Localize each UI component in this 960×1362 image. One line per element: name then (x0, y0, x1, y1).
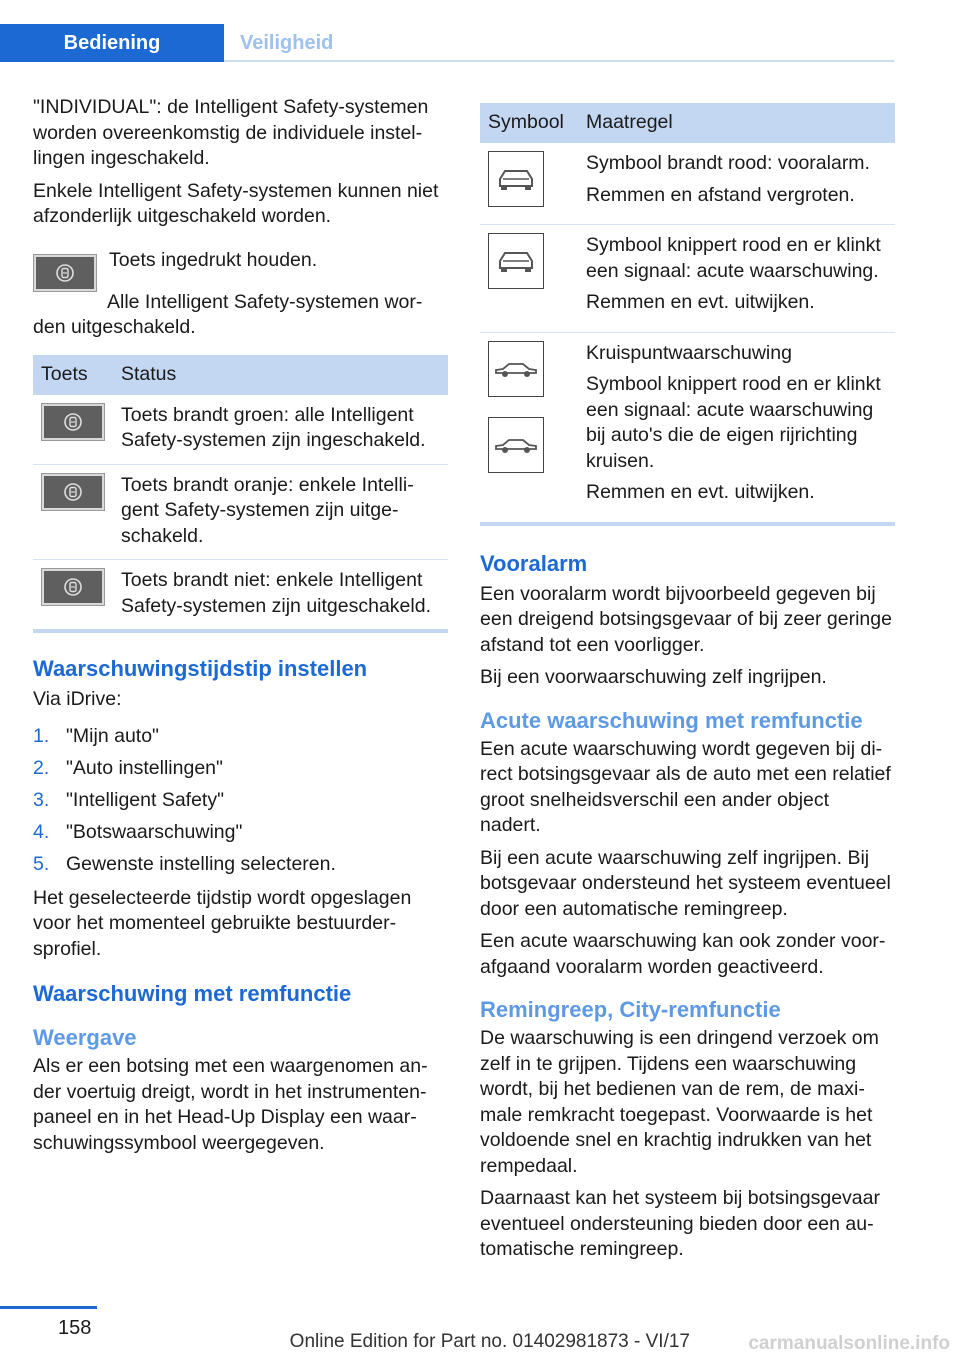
edition-text: Online Edition for Part no. 01402981873 - VI/17 (289, 1331, 690, 1352)
status-cell: Toets brandt niet: enkele Intelligent Safety-systemen zijn uitgeschakeld. (113, 560, 448, 632)
acute-paragraph-2: Bij een acute waarschuwing zelf ingrijpen. Bij botsgevaar ondersteund het systeem eventueel door een automatische remingreep. (480, 846, 891, 920)
list-item: 5. Gewenste instelling selecteren. (33, 852, 336, 875)
table-row (480, 225, 895, 333)
symbol-table (480, 103, 895, 526)
status-cell: Toets brandt oranje: enkele Intelligent Safety-systemen zijn uitgeschakeld. (113, 464, 448, 560)
car-front-warning-icon (488, 151, 544, 207)
measure-text: Kruispuntwaarschuwing (586, 341, 792, 364)
watermark: carmanualsonline.info (748, 1333, 950, 1354)
section-heading-warning-time: Waarschuwingstijdstip instellen (33, 656, 368, 681)
page-number: 158 (58, 1317, 92, 1339)
table-header-symbool: Symbool (480, 103, 578, 143)
table-header-maatregel: Maatregel (578, 103, 895, 143)
table-row (480, 143, 895, 225)
measure-text: Symbool knippert rood en er klinkt een signaal: acute waarschuwing. (586, 234, 881, 282)
table-row (33, 395, 448, 465)
via-idrive-text: Via iDrive: (33, 688, 122, 710)
intelligent-safety-button-icon (33, 254, 97, 292)
list-item: 1. "Mijn auto" (33, 724, 159, 747)
display-paragraph: Als er een botsing met een waargenomen ander voertuig dreigt, wordt in het instrumentenpaneel en in het Head-Up Display een waarschuwingssymbool weergegeven. (33, 1055, 428, 1154)
brake-paragraph: De waarschuwing is een dringend verzoek om zelf in te grijpen. Tijdens een waarschuwing wordt, bij het bedienen van de rem, de maximale remkracht toegepast. Voorwaarde is het voldoende snel en krachtig indrukken van het rempedaal. (480, 1027, 879, 1177)
steps-list (33, 720, 448, 880)
header-divider (224, 60, 894, 62)
car-side-crossing-icon (488, 341, 544, 397)
measure-text: Remmen en evt. uitwijken. (586, 291, 815, 313)
list-item: 4. "Botswaarschuwing" (33, 820, 243, 843)
safety-button-off-icon (41, 568, 105, 606)
subheading-acute-warning: Acute waarschuwing met remfunctie (480, 707, 863, 733)
footer-divider (0, 1306, 97, 1309)
car-front-acute-warning-icon (488, 233, 544, 289)
page-header (0, 0, 960, 62)
measure-text: Remmen en evt. uitwijken. (586, 481, 815, 503)
tab-bediening[interactable]: Bediening (0, 24, 224, 62)
subheading-brake-intervention: Remingreep, City-remfunctie (480, 997, 781, 1022)
section-heading-vooralarm: Vooralarm (480, 550, 588, 576)
list-item: 2. "Auto instellingen" (33, 756, 223, 779)
list-item: 3. "Intelligent Safety" (33, 788, 225, 811)
key-instruction (33, 248, 448, 292)
table-row (480, 332, 895, 524)
vooralarm-paragraph-2: Bij een voorwaarschuwing zelf ingrijpen. (480, 666, 827, 688)
left-column (33, 95, 448, 1163)
safety-button-green-icon (41, 403, 105, 441)
status-cell: Toets brandt groen: alle Intelligent Safety-systemen zijn ingeschakeld. (113, 395, 448, 465)
table-row (33, 560, 448, 632)
safety-button-orange-icon (41, 473, 105, 511)
subheading-display: Weergave (33, 1025, 137, 1050)
intro-paragraph: "INDIVIDUAL": de Intelligent Safety-systemen worden overeenkomstig de individuele instellingen ingeschakeld. (33, 96, 429, 169)
table-header-status: Status (113, 355, 448, 395)
measure-text: Symbool brandt rood: vooralarm. (586, 152, 870, 174)
tab-veiligheid[interactable]: Veiligheid (240, 31, 334, 54)
brake-paragraph-2: Daarnaast kan het systeem bij botsingsgevaar eventueel ondersteuning bieden door een automatische remingreep. (480, 1187, 880, 1260)
intro-paragraph-2: Enkele Intelligent Safety-systemen kunnen niet afzonderlijk uitgeschakeld worden. (33, 179, 439, 227)
saved-text: Het geselecteerde tijdstip wordt opgeslagen voor het momenteel gebruikte bestuurdersprofiel. (33, 886, 412, 960)
key-result-text: Alle Intelligent Safety-systemen worden uitgeschakeld. (33, 290, 423, 338)
acute-paragraph: Een acute waarschuwing wordt gegeven bij direct botsingsgevaar als de auto met een relatief groot snelheidsverschil een ander object nadert. (480, 737, 891, 836)
car-side-crossing-alt-icon (488, 417, 544, 473)
measure-text: Remmen en afstand vergroten. (586, 183, 855, 206)
key-hold-text: Toets ingedrukt houden. (109, 248, 318, 271)
section-heading-warning-brake: Waarschuwing met remfunctie (33, 981, 352, 1006)
acute-paragraph-3: Een acute waarschuwing kan ook zonder voorafgaand vooralarm worden geactiveerd. (480, 930, 886, 978)
table-row (33, 464, 448, 560)
vooralarm-paragraph: Een vooralarm wordt bijvoorbeeld gegeven bij een dreigend botsingsgevaar of bij zeer geringe afstand tot een voorligger. (480, 582, 892, 656)
status-table (33, 355, 448, 634)
right-column (480, 95, 895, 1270)
measure-text: Symbool knippert rood en er klinkt een signaal: acute waarschuwing bij auto's die de eigen rijrichting kruisen. (586, 373, 881, 472)
table-header-toets: Toets (33, 355, 113, 395)
